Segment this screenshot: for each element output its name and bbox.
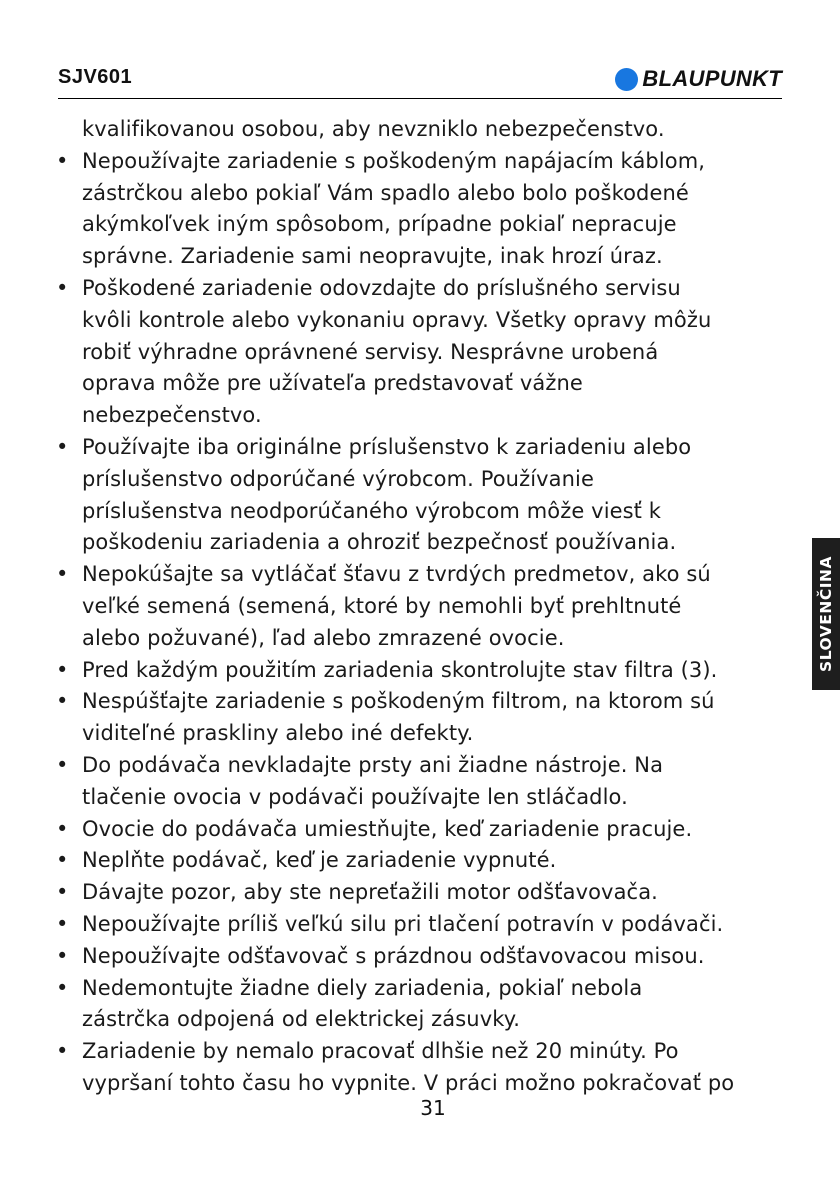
language-tab-label: SLOVENČINA [817,556,836,672]
text-line: správne. Zariadenie sami neopravujte, inak hrozí úraz. [82,244,663,269]
list-item [56,432,792,559]
bullet-icon: • [56,816,69,841]
text-line: vypršaní tohto času ho vypnite. V práci možno pokračovať po [82,1070,735,1095]
text-line: Pred každým použitím zariadenia skontrolujte stav filtra (3). [82,657,718,682]
brand-logo [615,66,782,92]
text-line: veľké semená (semená, ktoré by nemohli byť prehltnuté [82,593,682,618]
brand-name: BLAUPUNKT [642,66,782,91]
text-line: zástrčka odpojená od elektrickej zásuvky. [82,1007,521,1032]
text-line: príslušenstva neodporúčaného výrobcom môže viesť k [82,498,662,523]
model-number: SJV601 [58,66,133,88]
page-header [58,62,782,96]
text-line: Do podávača nevkladajte prsty ani žiadne nástroje. Na [82,752,664,777]
bullet-icon: • [56,148,69,173]
safety-instructions-list [56,114,792,1100]
language-tab [812,538,840,690]
bullet-icon: • [56,880,69,905]
list-item [56,146,792,273]
list-item [56,655,792,687]
list-item [56,814,792,846]
bullet-icon: • [56,752,69,777]
text-line: Používajte iba originálne príslušenstvo k zariadeniu alebo [82,434,692,459]
bullet-icon: • [56,434,69,459]
text-line: Nepoužívajte zariadenie s poškodeným napájacím káblom, [82,148,706,173]
text-line: tlačenie ovocia v podávači používajte len stláčadlo. [82,784,628,809]
text-line: nebezpečenstvo. [82,403,262,428]
header-rule [58,98,782,99]
list-item [56,877,792,909]
list-item [56,973,792,1037]
list-item [56,559,792,654]
text-line: Neplňte podávač, keď je zariadenie vypnuté. [82,848,557,873]
list-item [56,845,792,877]
bullet-icon: • [56,911,69,936]
text-line: Nespúšťajte zariadenie s poškodeným filtrom, na ktorom sú [82,689,715,714]
bullet-icon: • [56,975,69,1000]
text-line: Poškodené zariadenie odovzdajte do príslušného servisu [82,275,681,300]
text-line: príslušenstvo odporúčané výrobcom. Používanie [82,466,594,491]
text-line: Nedemontujte žiadne diely zariadenia, pokiaľ nebola [82,975,643,1000]
text-line: poškodeniu zariadenia a ohroziť bezpečnosť používania. [82,530,677,555]
text-line: kvôli kontrole alebo vykonaniu opravy. Všetky opravy môžu [82,307,712,332]
brand-dot-icon [615,68,638,91]
list-item [56,941,792,973]
list-item [56,273,792,432]
text-line: akýmkoľvek iným spôsobom, prípadne pokiaľ nepracuje [82,212,677,237]
list-item [56,909,792,941]
text-line: robiť výhradne oprávnené servisy. Nesprávne urobená [82,339,659,364]
text-line: oprava môže pre užívateľa predstavovať vážne [82,371,583,396]
text-line: Dávajte pozor, aby ste nepreťažili motor odšťavovača. [82,880,658,905]
list-item [56,1036,792,1100]
bullet-icon: • [56,848,69,873]
text-line: Zariadenie by nemalo pracovať dlhšie než 20 minúty. Po [82,1039,679,1064]
bullet-icon: • [56,275,69,300]
list-item [56,114,792,146]
bullet-icon: • [56,943,69,968]
bullet-icon: • [56,657,69,682]
text-line: kvalifikovanou osobou, aby nevzniklo nebezpečenstvo. [82,117,665,141]
page-number: 31 [420,1096,446,1120]
list-item [56,750,792,814]
text-line: Nepoužívajte príliš veľkú silu pri tlačení potravín v podávači. [82,911,724,936]
text-line: Nepokúšajte sa vytláčať šťavu z tvrdých predmetov, ako sú [82,562,711,587]
bullet-icon: • [56,1039,69,1064]
bullet-icon: • [56,689,69,714]
text-line: viditeľné praskliny alebo iné defekty. [82,721,474,746]
text-line: Ovocie do podávača umiestňujte, keď zariadenie pracuje. [82,816,693,841]
text-line: zástrčkou alebo pokiaľ Vám spadlo alebo bolo poškodené [82,180,689,205]
text-line: Nepoužívajte odšťavovač s prázdnou odšťavovacou misou. [82,943,705,968]
text-line: alebo požuvané), ľad alebo zmrazené ovocie. [82,625,565,650]
bullet-icon: • [56,562,69,587]
list-item [56,686,792,750]
